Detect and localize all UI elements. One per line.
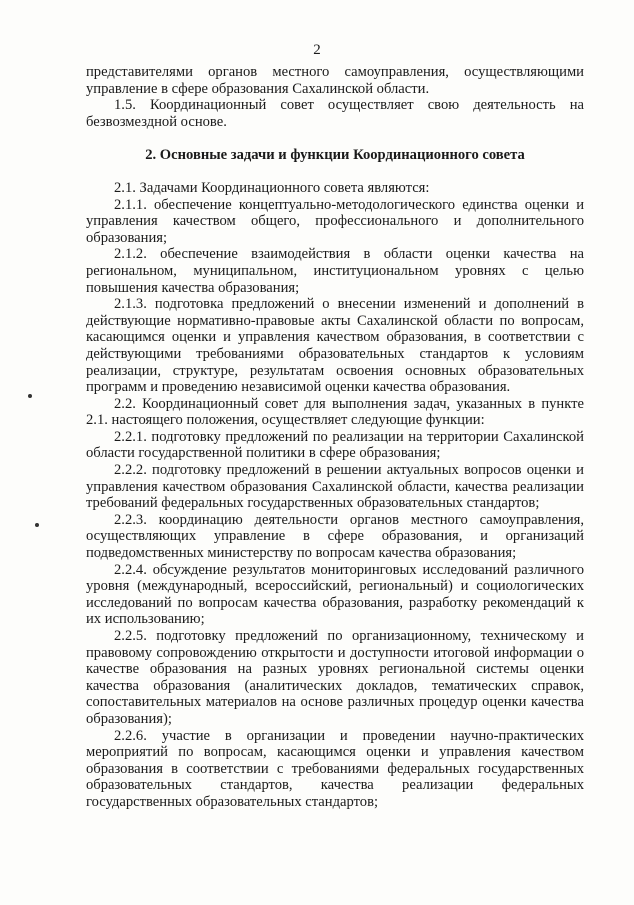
paragraph-2-2-2: 2.2.2. подготовку предложений в решении актуальных вопросов оценки и управления качеством образования Сахалинской области, качества реализации требований федеральных государственных образовательных стандартов; (86, 462, 584, 512)
scan-dot-mark (35, 523, 39, 527)
document-body (86, 64, 584, 811)
paragraph-2-2: 2.2. Координационный совет для выполнения задач, указанных в пункте 2.1. настоящего положения, осуществляет следующие функции: (86, 395, 584, 429)
paragraph-continuation: представителями органов местного самоуправления, осуществляющими управление в сфере образования Сахалинской области. (86, 64, 584, 97)
paragraph-2-1-2: 2.1.2. обеспечение взаимодействия в области оценки качества на региональном, муниципальном, институциональном уровнях с целью повышения качества образования; (86, 246, 584, 296)
paragraph-1-5: 1.5. Координационный совет осуществляет свою деятельность на безвозмездной основе. (86, 97, 584, 130)
page-number: 2 (313, 42, 321, 58)
section-heading: 2. Основные задачи и функции Координационного совета (145, 147, 525, 164)
paragraph-2-1: 2.1. Задачами Координационного совета являются: (114, 179, 430, 196)
paragraph-2-2-1: 2.2.1. подготовку предложений по реализации на территории Сахалинской области государственной политики в сфере образования; (86, 428, 584, 462)
paragraph-2-2-5: 2.2.5. подготовку предложений по организационному, техническому и правовому сопровождению открытости и доступности итоговой информации о качестве образования на разных уровнях региональной системы оценки качества образования (аналитических докладов, тематических справок, сопоставительных материалов на основе различных процедур оценки качества образования); (86, 628, 584, 727)
paragraph-2-2-4: 2.2.4. обсуждение результатов мониторинговых исследований различного уровня (международный, всероссийский, региональный) и социологических исследований по вопросам качества образования, разработку рекомендаций к их использованию; (86, 561, 584, 628)
paragraph-2-1-1: 2.1.1. обеспечение концептуально-методологического единства оценки и управления качеством общего, профессионального и дополнительного образования; (86, 196, 584, 246)
paragraph-2-2-6: 2.2.6. участие в организации и проведении научно-практических мероприятий по вопросам, касающимся оценки и управления качеством образования в соответствии с требованиями федеральных государственных образовательных стандартов, качества реализации федеральных государственных образовательных стандартов; (86, 727, 584, 810)
scan-dot-mark (28, 394, 32, 398)
paragraph-2-1-3: 2.1.3. подготовка предложений о внесении изменений и дополнений в действующие нормативно-правовые акты Сахалинской области по вопросам, касающимся оценки и управления качеством образования, в соответствии с действующими требованиями образовательных стандартов к условиям реализации, структуре, результатам освоения основных образовательных программ и проведению независимой оценки качества образования. (86, 296, 584, 396)
paragraph-2-2-3: 2.2.3. координацию деятельности органов местного самоуправления, осуществляющих управление в сфере образования, и организаций подведомственных министерству по вопросам качества образования; (86, 511, 584, 562)
